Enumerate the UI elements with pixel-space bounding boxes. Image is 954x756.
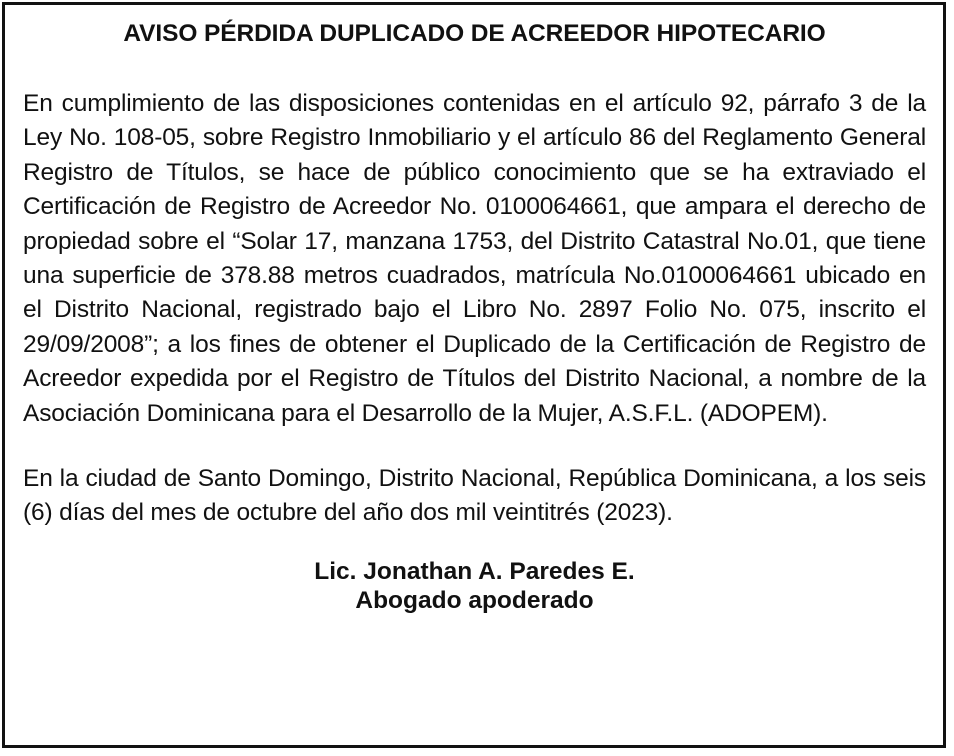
notice-body-paragraph: En cumplimiento de las disposiciones contenidas en el artículo 92, párrafo 3 de la Ley No. 108-05, sobre Registro Inmobiliario y el artículo 86 del Reglamento General Registro de Títulos, se hace de público conocimiento que se ha extraviado el Certificación de Registro de Acreedor No. 0100064661, que ampara el derecho de propiedad sobre el “Solar 17, manzana 1753, del Distrito Catastral No.01, que tiene una superficie de 378.88 metros cuadrados, matrícula No.0100064661 ubicado en el Distrito Nacional, registrado bajo el Libro No. 2897 Folio No. 075, inscrito el 29/09/2008”; a los fines de obtener el Duplicado de la Certificación de Registro de Acreedor expedida por el Registro de Títulos del Distrito Nacional, a nombre de la Asociación Dominicana para el Desarrollo de la Mujer, A.S.F.L. (ADOPEM). <box>23 90 926 427</box>
legal-notice <box>2 2 946 748</box>
signer-role: Abogado apoderado <box>355 586 594 614</box>
notice-date-paragraph: En la ciudad de Santo Domingo, Distrito Nacional, República Dominicana, a los seis (6) días del mes de octubre del año dos mil veintitrés (2023). <box>23 465 926 527</box>
notice-title: AVISO PÉRDIDA DUPLICADO DE ACREEDOR HIPOTECARIO <box>123 20 826 47</box>
signature-block <box>23 557 926 615</box>
signer-name: Lic. Jonathan A. Paredes E. <box>314 557 635 585</box>
